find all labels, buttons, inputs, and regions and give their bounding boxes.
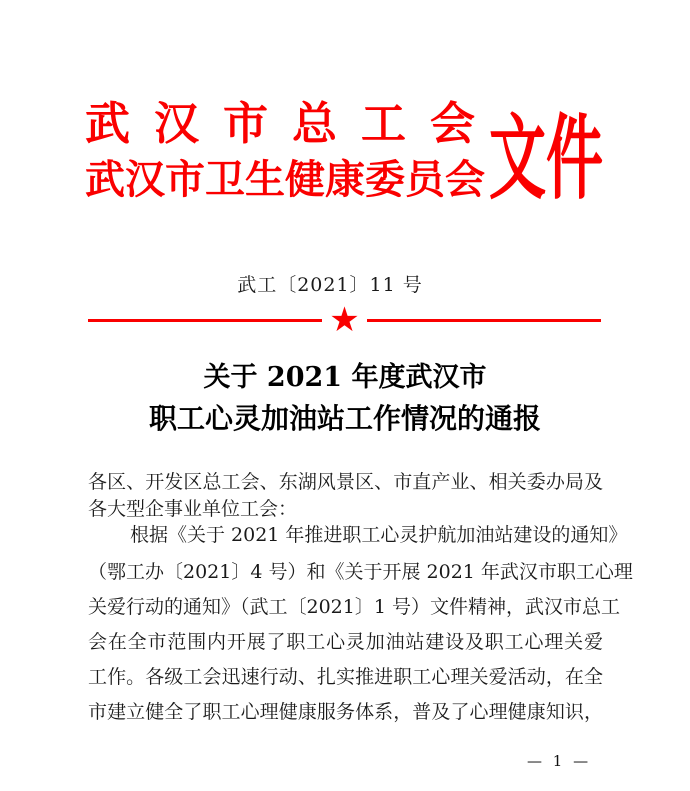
body-line: 市建立健全了职工心理健康服务体系，普及了心理健康知识， — [88, 701, 603, 723]
star-icon: ★ — [329, 300, 360, 340]
separator-line-right — [367, 319, 601, 322]
recipients-line-2: 各大型企事业单位工会： — [88, 498, 298, 520]
body-line: （鄂工办〔2021〕4 号）和《关于开展 2021 年武汉市职工心理 — [88, 561, 633, 583]
recipients-line-1: 各区、开发区总工会、东湖风景区、市直产业、相关委办局及 — [88, 471, 603, 493]
title-line-1: 关于 2021 年度武汉市 — [203, 362, 487, 393]
body-line: 会在全市范围内开展了职工心灵加油站建设及职工心理关爱 — [88, 631, 603, 653]
body-line: 根据《关于 2021 年推进职工心灵护航加油站建设的通知》 — [130, 524, 628, 546]
org-name-line-2: 武汉市卫生健康委员会 — [85, 156, 485, 203]
title-line-2: 职工心灵加油站工作情况的通报 — [148, 402, 541, 435]
doc-type-label: 文件 — [489, 104, 604, 212]
body-line: 工作。各级工会迅速行动、扎实推进职工心理关爱活动，在全 — [88, 666, 603, 688]
red-separator — [88, 302, 601, 338]
document-letterhead — [85, 97, 645, 212]
org-name-line-1: 武汉市总工会 — [85, 97, 475, 150]
separator-line-left — [88, 319, 322, 322]
page-number: — 1 — — [527, 752, 592, 770]
document-body — [88, 471, 633, 723]
body-line: 关爱行动的通知》（武工〔2021〕1 号）文件精神，武汉市总工 — [88, 596, 620, 618]
issuing-organizations — [85, 97, 485, 205]
doc-number: 武工〔2021〕11 号 — [237, 274, 423, 296]
document-title — [0, 358, 690, 440]
